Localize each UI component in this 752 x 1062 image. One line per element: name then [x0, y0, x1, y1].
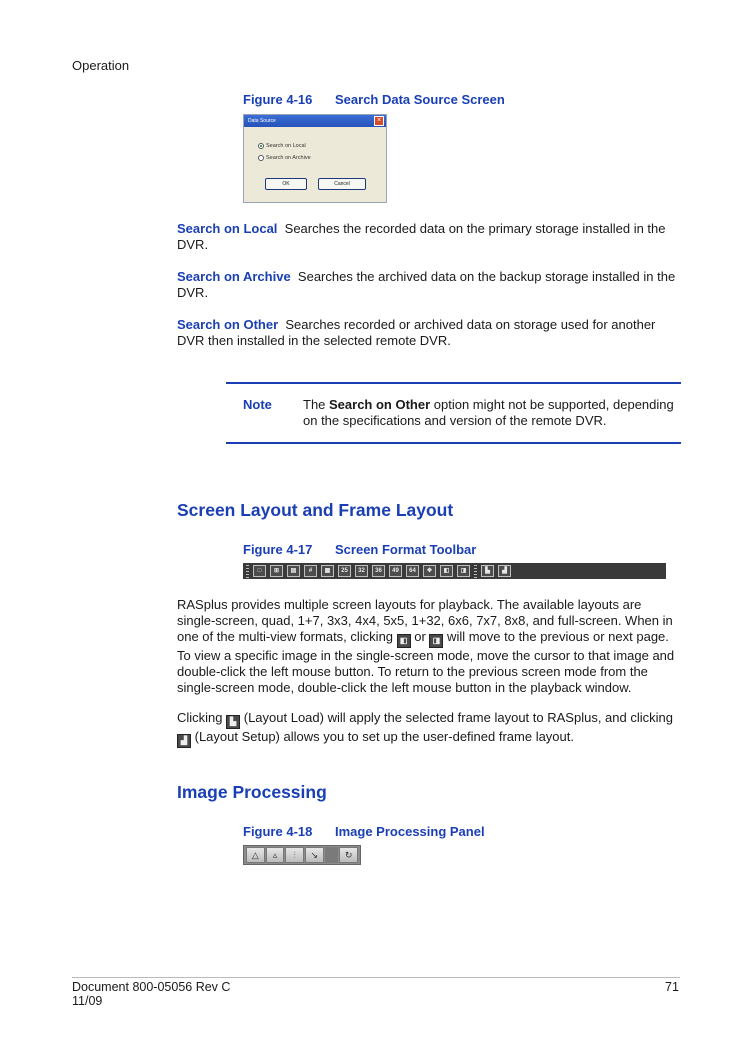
- brightness-icon[interactable]: △: [246, 847, 265, 863]
- full-screen-icon[interactable]: ✥: [423, 565, 436, 577]
- definition-text: Searches the recorded data on the primary storage installed in the DVR.: [177, 221, 666, 252]
- radio-search-local[interactable]: [258, 143, 306, 149]
- layout-paragraph-1: [177, 597, 682, 696]
- radio-selected-icon: [258, 143, 264, 149]
- section-heading-screen-layout: Screen Layout and Frame Layout: [177, 500, 454, 520]
- figure-number: Figure 4-16: [243, 92, 313, 107]
- layout-4x4-icon[interactable]: ▦: [321, 565, 334, 577]
- dialog-title-bar: [244, 115, 386, 127]
- previous-page-icon: ◧: [397, 634, 411, 648]
- note-top-rule: [226, 382, 681, 384]
- radio-unselected-icon: [258, 155, 264, 161]
- paragraph-text: Clicking: [177, 710, 227, 725]
- layout-8x8-button[interactable]: 64: [406, 565, 419, 577]
- layout-1-plus-7-icon[interactable]: ▤: [287, 565, 300, 577]
- layout-load-icon[interactable]: ▙: [481, 565, 494, 577]
- screen-format-toolbar: [243, 563, 666, 579]
- figure-number: Figure 4-18: [243, 824, 313, 839]
- paragraph-text: will move to the previous or next page. To view a specific image in the single-screen mode, move the cursor to that image and double-click the left mouse button. To return to the previous screen mode from the single-screen mode, double-click the left mouse button in the playback window.: [177, 629, 675, 695]
- single-screen-icon[interactable]: □: [253, 565, 266, 577]
- layout-1-plus-32-button[interactable]: 32: [355, 565, 368, 577]
- layout-paragraph-2: [177, 710, 682, 748]
- footer-document: [72, 980, 230, 1008]
- quad-screen-icon[interactable]: ⊞: [270, 565, 283, 577]
- paragraph-text: or: [410, 629, 430, 644]
- definition-text: Searches the archived data on the backup storage installed in the DVR.: [177, 269, 676, 300]
- figure-caption-4-18: [243, 824, 485, 839]
- note-text: [303, 397, 681, 429]
- layout-6x6-button[interactable]: 36: [372, 565, 385, 577]
- contrast-icon[interactable]: ▵: [266, 847, 285, 863]
- previous-page-icon[interactable]: ◧: [440, 565, 453, 577]
- note-bottom-rule: [226, 442, 681, 444]
- next-page-icon: ◨: [429, 634, 443, 648]
- image-processing-panel: [243, 845, 361, 865]
- definition-search-other: [177, 317, 682, 349]
- dialog-title: Data Source: [248, 118, 276, 124]
- paragraph-text: (Layout Setup) allows you to set up the user-defined frame layout.: [191, 729, 574, 744]
- running-header: Operation: [72, 58, 130, 73]
- data-source-dialog: [243, 114, 387, 203]
- figure-number: Figure 4-17: [243, 542, 313, 557]
- definition-term: Search on Local: [177, 221, 278, 236]
- section-heading-image-processing: Image Processing: [177, 782, 327, 802]
- cancel-button[interactable]: Cancel: [318, 178, 366, 190]
- definition-search-local: [177, 221, 682, 253]
- page-number: 71: [665, 980, 679, 994]
- layout-setup-icon: ▟: [177, 734, 191, 748]
- radio-label: Search on Local: [266, 143, 306, 149]
- layout-5x5-button[interactable]: 25: [338, 565, 351, 577]
- ok-button[interactable]: OK: [265, 178, 307, 190]
- footer-date: 11/09: [72, 994, 103, 1008]
- radio-search-archive[interactable]: [258, 155, 311, 161]
- paragraph-text: (Layout Load) will apply the selected frame layout to RASplus, and clicking: [240, 710, 673, 725]
- equalizer-icon[interactable]: ⫶: [285, 847, 304, 863]
- footer-document-number: Document 800-05056 Rev C: [72, 980, 231, 994]
- figure-title: Search Data Source Screen: [335, 92, 505, 107]
- next-page-icon[interactable]: ◨: [457, 565, 470, 577]
- note-text-part: The: [303, 397, 330, 412]
- figure-title: Screen Format Toolbar: [335, 542, 477, 557]
- definition-term: Search on Other: [177, 317, 279, 332]
- definition-term: Search on Archive: [177, 269, 291, 284]
- layout-setup-icon[interactable]: ▟: [498, 565, 511, 577]
- definition-search-archive: [177, 269, 682, 301]
- definition-text: Searches recorded or archived data on storage used for another DVR then installed in the selected remote DVR.: [177, 317, 656, 348]
- note-text-part: option might not be supported, depending on the specifications and version of the remote DVR.: [303, 397, 674, 428]
- note-text-bold: Search on Other: [329, 397, 431, 412]
- layout-3x3-icon[interactable]: #: [304, 565, 317, 577]
- radio-label: Search on Archive: [266, 155, 311, 161]
- panel-spacer: [325, 847, 339, 863]
- reset-icon[interactable]: ↻: [339, 847, 358, 863]
- paragraph-text: RASplus provides multiple screen layouts for playback. The available layouts are single-screen, quad, 1+7, 3x3, 4x4, 5x5, 1+32, 6x6, 7x7, 8x8, and full-screen. When in one of the multi-view formats, clicking: [177, 597, 673, 644]
- note-label: Note: [243, 397, 272, 412]
- toolbar-separator: [474, 565, 477, 578]
- footer-rule: [72, 977, 680, 978]
- toolbar-grip: [246, 565, 249, 578]
- close-icon[interactable]: ×: [374, 116, 384, 126]
- layout-7x7-button[interactable]: 49: [389, 565, 402, 577]
- sharpen-icon[interactable]: ↘: [305, 847, 324, 863]
- figure-caption-4-17: [243, 542, 476, 557]
- figure-title: Image Processing Panel: [335, 824, 485, 839]
- layout-load-icon: ▙: [226, 715, 240, 729]
- figure-caption-4-16: [243, 92, 505, 107]
